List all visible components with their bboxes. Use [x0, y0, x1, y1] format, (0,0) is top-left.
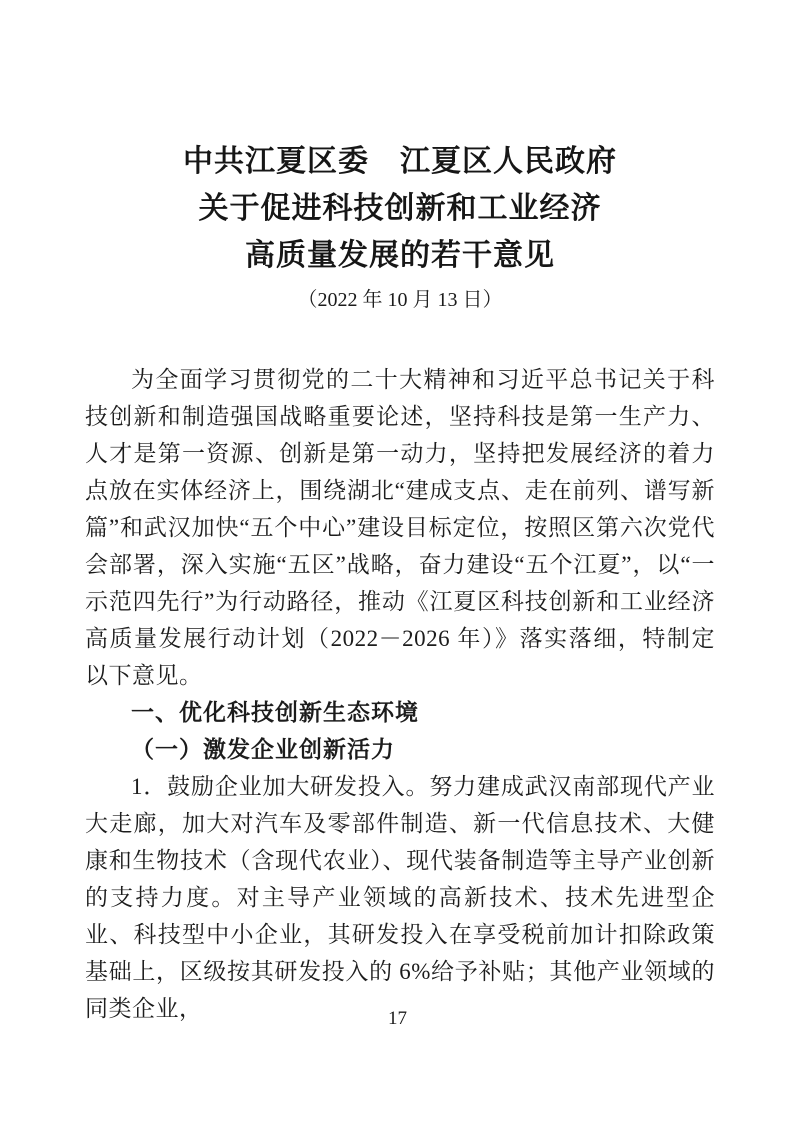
document-body [85, 361, 715, 1027]
title-line-2: 关于促进科技创新和工业经济 [198, 192, 602, 225]
subsection-heading: （一）激发企业创新活力 [131, 737, 395, 762]
title-line-1: 中共江夏区委 江夏区人民政府 [183, 145, 617, 178]
document-title [85, 138, 715, 279]
item1-paragraph: 1．鼓励企业加大研发投入。努力建成武汉南部现代产业大走廊，加大对汽车及零部件制造、新一代信息技术、大健康和生物技术（含现代农业）、现代装备制造等主导产业创新的支持力度。对主导产业领域的高新技术、技术先进型企业、科技型中小企业，其研发投入在享受税前加计扣除政策基础上，区级按其研发投入的 6%给予补贴；其他产业领域的同类企业， [85, 774, 715, 1021]
document-content [85, 138, 715, 1027]
document-date: （2022 年 10 月 13 日） [297, 289, 503, 311]
title-line-3: 高质量发展的若干意见 [245, 239, 555, 272]
section-heading: 一、优化科技创新生态环境 [131, 699, 419, 725]
intro-paragraph: 为全面学习贯彻党的二十大精神和习近平总书记关于科技创新和制造强国战略重要论述，坚持科技是第一生产力、人才是第一资源、创新是第一动力，坚持把发展经济的着力点放在实体经济上，围绕湖北“建成支点、走在前列、谱写新篇”和武汉加快“五个中心”建设目标定位，按照区第六次党代会部署，深入实施“五区”战略，奋力建设“五个江夏”，以“一示范四先行”为行动路径，推动《江夏区科技创新和工业经济高质量发展行动计划（2022－2026 年）》落实落细，特制定以下意见。 [85, 367, 715, 688]
page-number: 17 [388, 1008, 407, 1029]
